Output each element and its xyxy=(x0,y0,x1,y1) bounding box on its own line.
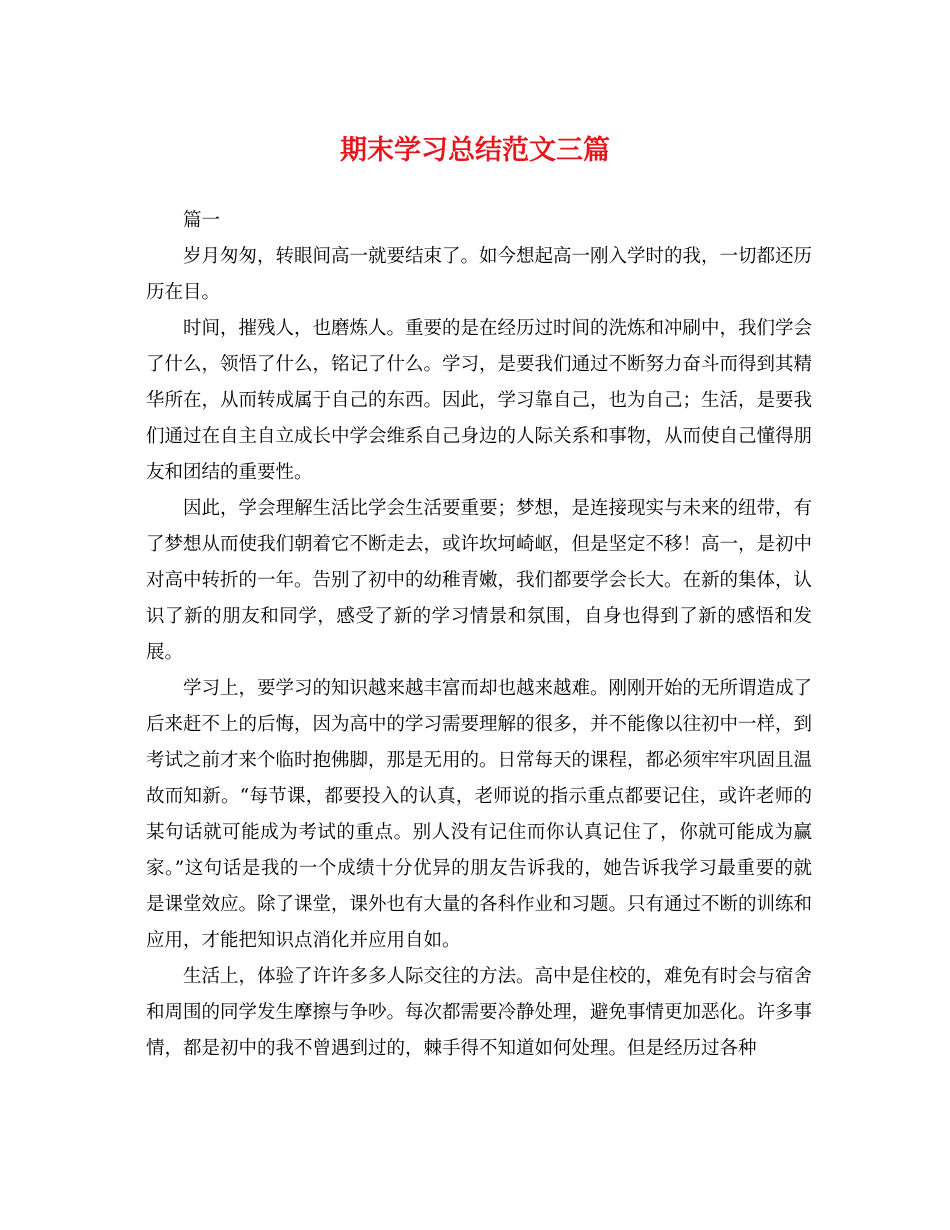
paragraph: 学习上，要学习的知识越来越丰富而却也越来越难。刚刚开始的无所谓造成了后来赶不上的后悔，因为高中的学习需要理解的很多，并不能像以往初中一样，到考试之前才来个临时抱佛脚，那是无用的。日常每天的课程，都必须牢牢巩固且温故而知新。“每节课，都要投入的认真，老师说的指示重点都要记住，或许老师的某句话就可能成为考试的重点。别人没有记住而你认真记住了，你就可能成为赢家。”这句话是我的一个成绩十分优异的朋友告诉我的，她告诉我学习最重要的就是课堂效应。除了课堂，课外也有大量的各科作业和习题。只有通过不断的训练和应用，才能把知识点消化并应用自如。 xyxy=(146,678,813,951)
paragraph: 岁月匆匆，转眼间高一就要结束了。如今想起高一刚入学时的我，一切都还历历在目。 xyxy=(146,246,813,303)
paragraph: 时间，摧残人，也磨炼人。重要的是在经历过时间的洗炼和冲刷中，我们学会了什么，领悟了什么，铭记了什么。学习，是要我们通过不断努力奋斗而得到其精华所在，从而转成属于自己的东西。因此，学习靠自己，也为自己；生活，是要我们通过在自主自立成长中学会维系自己身边的人际关系和事物，从而使自己懂得朋友和团结的重要性。 xyxy=(146,318,813,483)
paragraph: 因此，学会理解生活比学会生活要重要；梦想，是连接现实与未来的纽带，有了梦想从而使我们朝着它不断走去，或许坎坷崎岖，但是坚定不移！高一，是初中对高中转折的一年。告别了初中的幼稚青嫩，我们都要学会长大。在新的集体，认识了新的朋友和同学，感受了新的学习情景和氛围，自身也得到了新的感悟和发展。 xyxy=(146,498,813,663)
document-title: 期末学习总结范文三篇 xyxy=(340,135,610,166)
paragraph: 生活上，体验了许许多多人际交往的方法。高中是住校的，难免有时会与宿舍和周围的同学发生摩擦与争吵。每次都需要冷静处理，避免事情更加恶化。许多事情，都是初中的我不曾遇到过的，棘手得不知道如何处理。但是经历过各种 xyxy=(146,966,813,1059)
document-body xyxy=(146,203,812,1067)
section-heading: 篇一 xyxy=(183,210,221,231)
